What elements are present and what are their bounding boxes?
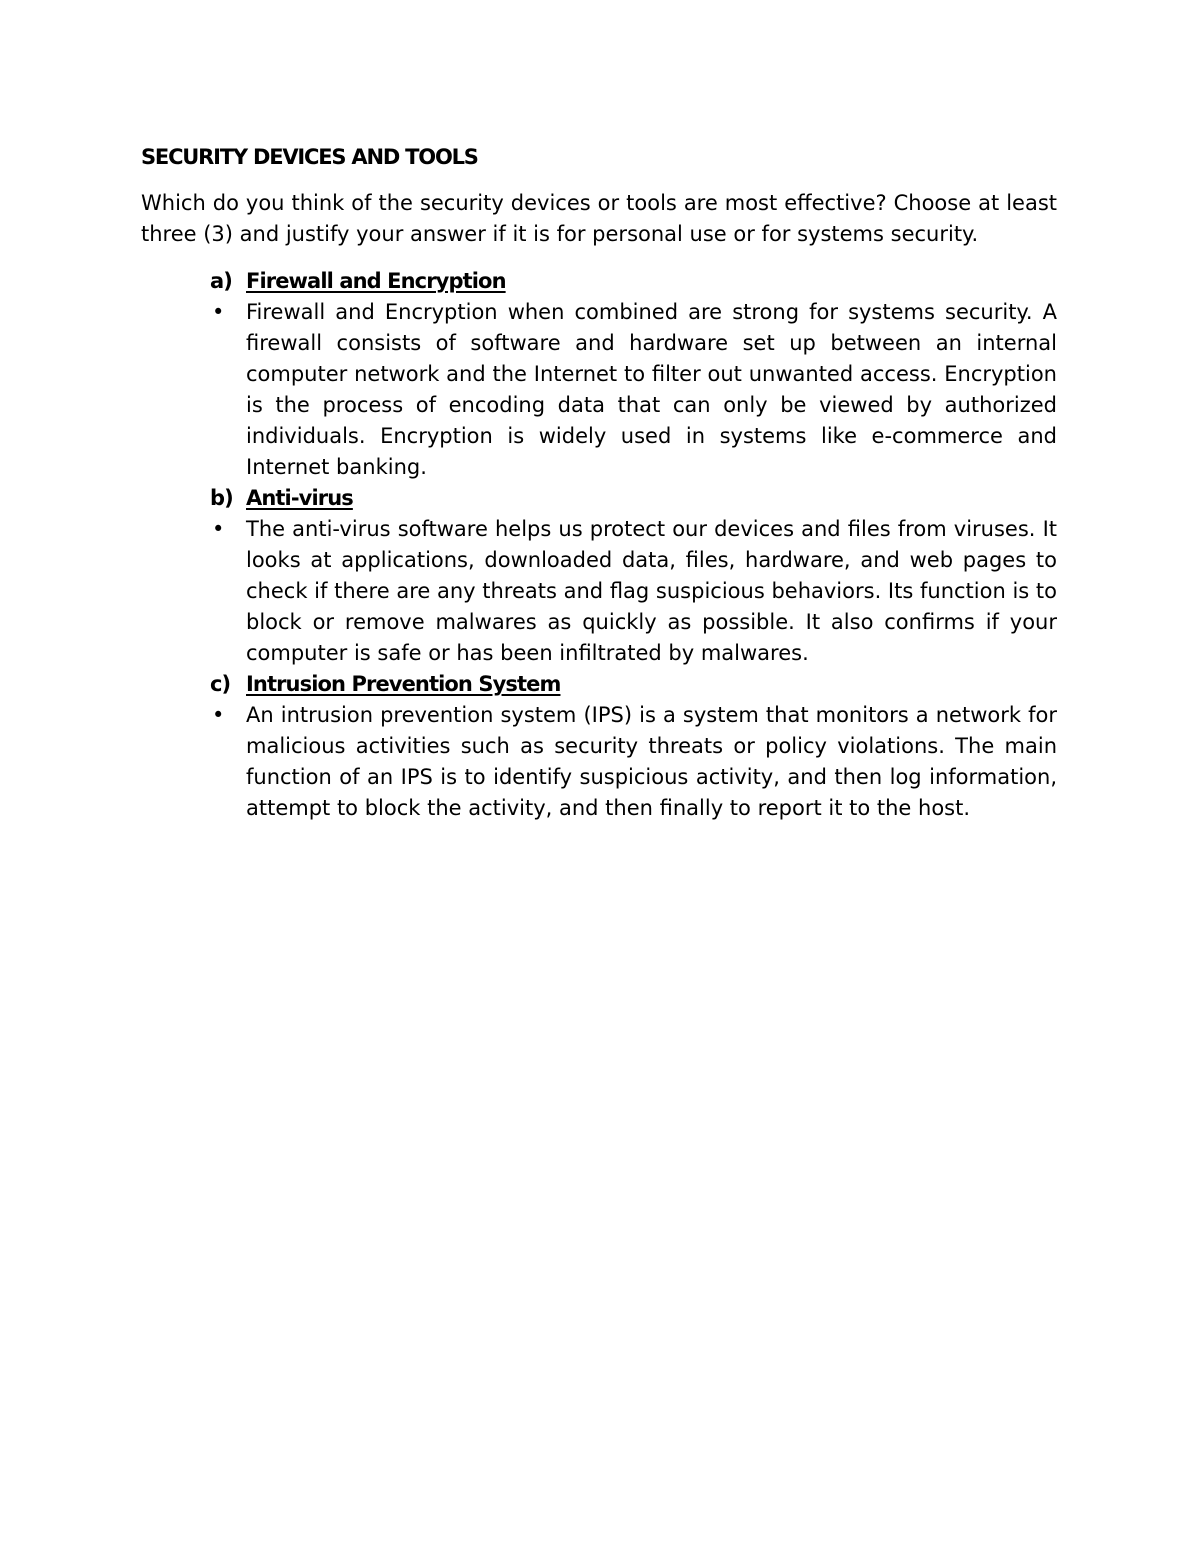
sections-list xyxy=(210,266,1057,824)
section-anti-virus xyxy=(210,483,1057,669)
section-letter: a) xyxy=(210,269,232,293)
section-title: Firewall and Encryption xyxy=(246,269,506,293)
bullet-icon: • xyxy=(212,703,225,727)
bullet-item xyxy=(210,700,1057,824)
section-title: Anti-virus xyxy=(246,486,353,510)
bullet-item xyxy=(210,297,1057,483)
section-letter: c) xyxy=(210,672,231,696)
intro-paragraph: Which do you think of the security devices or tools are most effective? Choose at least three (3) and justify your answer if it is for personal use or for systems security. xyxy=(141,191,1057,246)
section-title: Intrusion Prevention System xyxy=(246,672,561,696)
bullet-icon: • xyxy=(212,517,225,541)
section-heading xyxy=(210,483,1057,514)
bullet-item xyxy=(210,514,1057,669)
page-title: SECURITY DEVICES AND TOOLS xyxy=(141,145,478,169)
section-heading xyxy=(210,669,1057,700)
bullet-text: An intrusion prevention system (IPS) is a system that monitors a network for malicious activities such as security threats or policy violations. The main function of an IPS is to identify suspicious activity, and then log information, attempt to block the activity, and then finally to report it to the host. xyxy=(246,703,1057,820)
bullet-text: The anti-virus software helps us protect our devices and files from viruses. It looks at applications, downloaded data, files, hardware, and web pages to check if there are any threats and flag suspicious behaviors. Its function is to block or remove malwares as quickly as possible. It also confirms if your computer is safe or has been infiltrated by malwares. xyxy=(246,517,1057,665)
section-letter: b) xyxy=(210,486,233,510)
section-intrusion-prevention-system xyxy=(210,669,1057,824)
section-heading xyxy=(210,266,1057,297)
section-firewall-encryption xyxy=(210,266,1057,483)
bullet-text: Firewall and Encryption when combined are strong for systems security. A firewall consists of software and hardware set up between an internal computer network and the Internet to filter out unwanted access. Encryption is the process of encoding data that can only be viewed by authorized individuals. Encryption is widely used in systems like e-commerce and Internet banking. xyxy=(246,300,1057,479)
bullet-icon: • xyxy=(212,300,225,324)
